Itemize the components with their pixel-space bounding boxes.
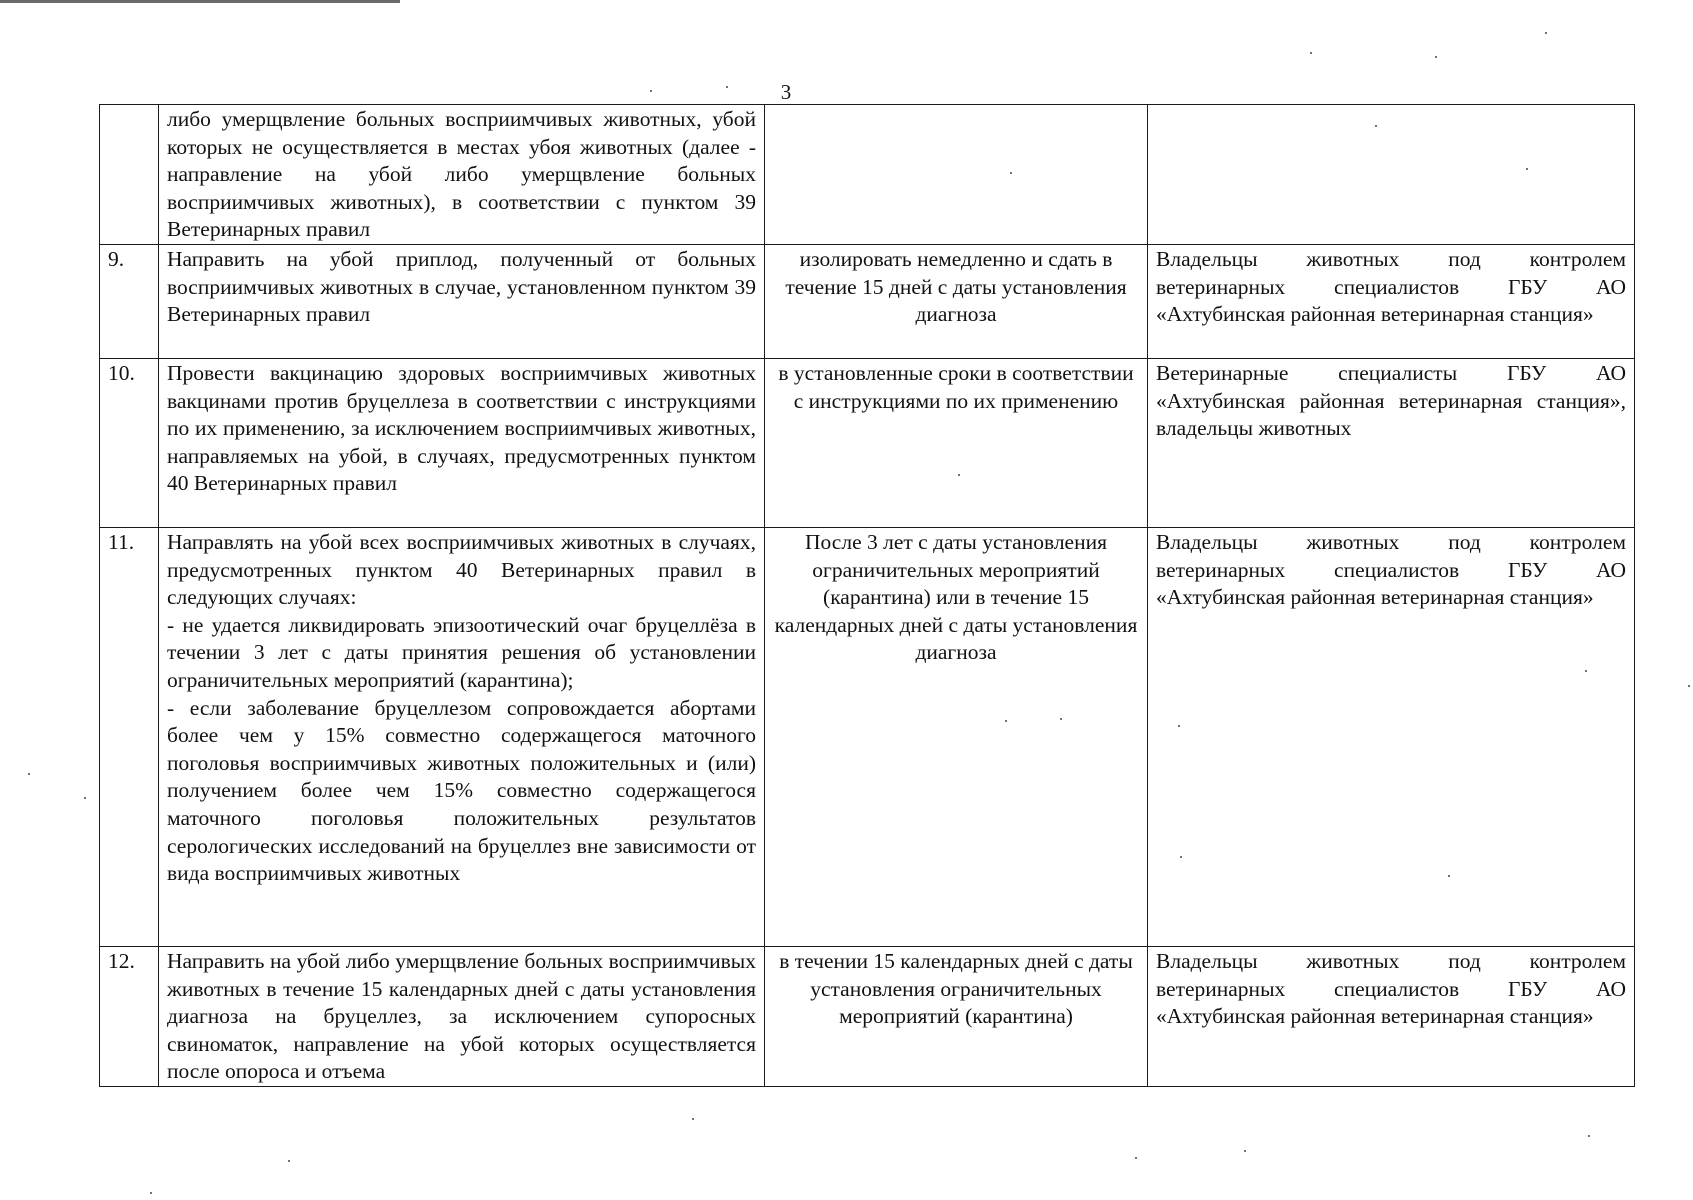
term-cell: изолировать немедленно и сдать в течение 15 дней с даты установления диагноза: [765, 244, 1148, 358]
scan-speck: [692, 1118, 694, 1120]
row-number: 10.: [100, 358, 159, 527]
term-cell: в установленные сроки в соответствии с инструкциями по их применению: [765, 358, 1148, 527]
scan-speck: [1010, 172, 1012, 174]
scan-speck: [1526, 168, 1528, 170]
scan-edge-line: [0, 0, 400, 3]
action-cell: [159, 244, 765, 358]
action-cell: [159, 105, 765, 245]
action-cell: [159, 946, 765, 1086]
table-row-9: [100, 244, 1635, 358]
action-paragraph: Направить на убой приплод, полученный от больных восприимчивых животных в случае, установленном пунктом 39 Ветеринарных правил: [167, 246, 756, 327]
action-paragraph: Направлять на убой всех восприимчивых животных в случаях, предусмотренных пунктом 40 Ветеринарных правил в следующих случаях:: [167, 529, 756, 610]
scan-speck: [1060, 718, 1062, 720]
measures-table: [99, 104, 1635, 1087]
scan-speck: [150, 1192, 152, 1194]
row-number: 9.: [100, 244, 159, 358]
action-cell: [159, 527, 765, 946]
responsible-cell: Владельцы животных под контролем ветеринарных специалистов ГБУ АО «Ахтубинская районная ветеринарная станция»: [1148, 946, 1635, 1086]
action-paragraph: либо умерщвление больных восприимчивых животных, убой которых не осуществляется в местах убоя животных (далее - направление на убой либо умерщвление больных восприимчивых животных), в соответствии с пунктом 39 Ветеринарных правил: [167, 107, 756, 242]
responsible-cell: Владельцы животных под контролем ветеринарных специалистов ГБУ АО «Ахтубинская районная ветеринарная станция»: [1148, 527, 1635, 946]
responsible-cell: Владельцы животных под контролем ветеринарных специалистов ГБУ АО «Ахтубинская районная ветеринарная станция»: [1148, 244, 1635, 358]
term-cell: в течении 15 календарных дней с даты установления ограничительных мероприятий (карантина): [765, 946, 1148, 1086]
table-row-continuation: [100, 105, 1635, 245]
term-cell: После 3 лет с даты установления ограничительных мероприятий (карантина) или в течение 15 календарных дней с даты установления диагноза: [765, 527, 1148, 946]
scan-speck: [726, 86, 728, 88]
action-paragraph: - если заболевание бруцеллезом сопровождается абортами более чем у 15% совместно содержащегося маточного поголовья восприимчивых животных положительных и (или) получением более чем 15% совместно содержащегося маточного поголовья положительных результатов серологических исследований на бруцеллез вне зависимости от вида восприимчивых животных: [167, 695, 756, 886]
term-cell: [765, 105, 1148, 245]
scan-speck: [1688, 685, 1690, 687]
action-paragraph: Направить на убой либо умерщвление больных восприимчивых животных в течение 15 календарных дней с даты установления диагноза на бруцеллез, за исключением супоросных свиноматок, направление на убой которых осуществляется после опороса и отъема: [167, 948, 756, 1084]
responsible-cell: [1148, 105, 1635, 245]
scan-speck: [1178, 725, 1180, 727]
action-paragraph: - не удается ликвидировать эпизоотический очаг бруцеллёза в течении 3 лет с даты принятия решения об установлении ограничительных мероприятий (карантина);: [167, 612, 756, 692]
scan-speck: [1545, 32, 1547, 34]
scan-speck: [1244, 1150, 1246, 1152]
table-row-12: [100, 946, 1635, 1086]
row-number: [100, 105, 159, 245]
table-row-11: [100, 527, 1635, 946]
scan-speck: [1585, 670, 1587, 672]
action-cell: [159, 358, 765, 527]
scan-speck: [28, 773, 30, 775]
scan-speck: [1448, 875, 1450, 877]
scan-speck: [958, 474, 960, 476]
scan-speck: [288, 1160, 290, 1162]
responsible-cell: Ветеринарные специалисты ГБУ АО «Ахтубинская районная ветеринарная станция», владельцы животных: [1148, 358, 1635, 527]
action-paragraph: Провести вакцинацию здоровых восприимчивых животных вакцинами против бруцеллеза в соответствии с инструкциями по их применению, за исключением восприимчивых животных, направляемых на убой, в случаях, предусмотренных пунктом 40 Ветеринарных правил: [167, 360, 756, 496]
scan-speck: [1180, 856, 1182, 858]
page-number: 3: [780, 80, 792, 104]
scan-speck: [1005, 720, 1007, 722]
scan-speck: [1435, 56, 1437, 58]
row-number: 11.: [100, 527, 159, 946]
scan-speck: [650, 90, 652, 92]
scan-speck: [1135, 1157, 1137, 1159]
scan-speck: [1310, 52, 1312, 54]
row-number: 12.: [100, 946, 159, 1086]
scan-speck: [84, 797, 86, 799]
scan-speck: [1375, 125, 1377, 127]
table-row-10: [100, 358, 1635, 527]
scan-speck: [1588, 1135, 1590, 1137]
